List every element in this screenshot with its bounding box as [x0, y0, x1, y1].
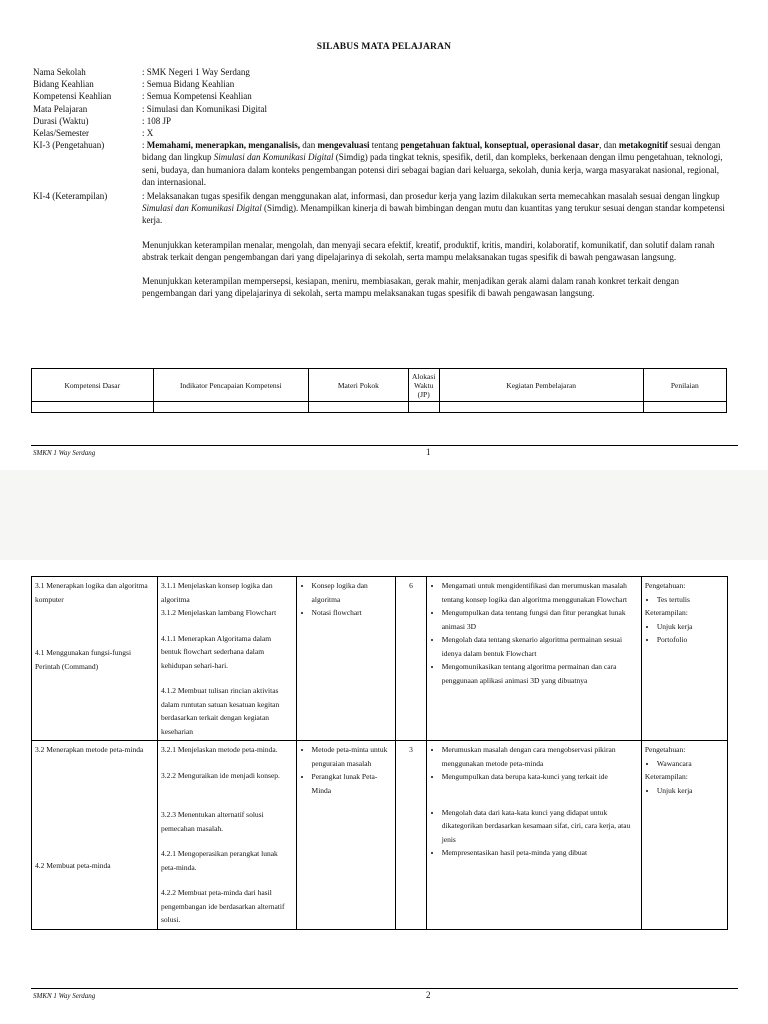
footer-school: SMKN 1 Way Serdang [33, 992, 96, 1000]
info-label: Durasi (Waktu) [33, 115, 89, 126]
penilaian-cell: Pengetahuan: • Tes tertulis Keterampilan: • Unjuk kerja • Portofolio [641, 577, 727, 741]
kegiatan-cell: • Mengamati untuk mengidentifikasi dan merumuskan masalah tentang konsep logika dan algoritma menggunakan Flowchart • Mengumpulkan data tentang fungsi dan fitur perangkat lunak animasi 3D • Mengolah data tentang skenario algoritma permainan sesuai idenya dalam bentuk Flowchart • Mengomunikasikan tentang algoritma permainan dan cara penggunaan aplikasi animasi 3D yang dibuatnya [426, 577, 641, 741]
col-header: Penilaian [643, 369, 726, 402]
materi-cell: • Konsep logika dan algoritma • Notasi flowchart [296, 577, 396, 741]
info-value: : SMK Negeri 1 Way Serdang [142, 67, 250, 77]
table-row [32, 577, 728, 741]
col-header: Alokasi Waktu (JP) [408, 369, 439, 402]
penilaian-cell: Pengetahuan: • Wawancara Keterampilan: • Unjuk kerja [641, 741, 727, 930]
indicator-cell: 3.2.1 Menjelaskan metode peta-minda. 3.2.2 Menguraikan ide menjadi konsep. 3.2.3 Menentukan alternatif solusi pemecahan masalah. 4.2.1 Mengoperasikan perangkat lunak peta-minda. 4.2.2 Membuat peta-minda dari hasil pengembangan ide berdasarkan alternatif solusi. [157, 741, 296, 930]
jp-cell: 6 [396, 577, 426, 741]
col-header: Kegiatan Pembelajaran [439, 369, 643, 402]
page-number: 1 [426, 447, 431, 457]
info-label: Kelas/Semester [33, 128, 89, 139]
info-label: Kompetensi Keahlian [33, 91, 112, 102]
page-number: 2 [426, 990, 431, 1000]
info-value: : 108 JP [142, 115, 172, 126]
info-row [33, 127, 733, 139]
info-row [33, 103, 733, 115]
ki3-text: : Memahami, menerapkan, menganalisis, dan mengevaluasi tentang pengetahuan faktual, konseptual, operasional dasar, dan metakognitif sesuai dengan bidang dan lingkup Simulasi dan Komunikasi Digital (Simdig) pada tingkat teknis, spesifik, detil, dan kompleks, berkenaan dengan ilmu pengetahuan, teknologi, seni, budaya, dan humaniora dalam konteks pengembangan potensi diri sebagai bagian dari keluarga, sekolah, dunia kerja, warga masyarakat nasional, regional, dan internasional. [142, 140, 723, 187]
ki4-paragraph: Menunjukkan keterampilan menalar, mengolah, dan menyaji secara efektif, kreatif, produktif, kritis, mandiri, kolaboratif, komunikatif, dan solutif dalam ranah abstrak terkait dengan pengembangan dari yang dipelajarinya di sekolah, serta mampu melaksanakan tugas spesifik di bawah pengawasan langsung. [142, 239, 715, 262]
info-value: : X [142, 128, 154, 139]
jp-cell: 3 [396, 741, 426, 930]
info-row [33, 115, 733, 127]
ki4-paragraph: Menunjukkan keterampilan mempersepsi, kesiapan, meniru, membiasakan, gerak mahir, menjadikan gerak alami dalam ranah konkret terkait dengan pengembangan dari yang dipelajarinya di sekolah, serta mampu melaksanakan tugas spesifik di bawah pengawasan langsung. [142, 276, 679, 299]
table-row [32, 402, 727, 413]
ki4-paragraph: : Melaksanakan tugas spesifik dengan menggunakan alat, informasi, dan prosedur kerja yang lazim dilakukan serta memecahkan masalah sesuai dengan lingkup Simulasi dan Komunikasi Digital (Simdig). Menampilkan kinerja di bawah bimbingan dengan mutu dan kuantitas yang terukur sesuai dengan standar kompetensi kerja. [142, 191, 725, 226]
info-row [33, 66, 733, 78]
materi-cell: • Metode peta-minta untuk penguraian masalah • Perangkat lunak Peta-Minda [296, 741, 396, 930]
syllabus-header-table [31, 368, 727, 413]
footer-divider [31, 445, 738, 446]
info-value: : Semua Kompetensi Keahlian [142, 91, 252, 102]
table-header-row [32, 369, 727, 402]
footer-divider [31, 988, 738, 989]
kegiatan-cell: • Merumuskan masalah dengan cara mengobservasi pikiran menggunakan metode peta-minda • Mengumpulkan data berupa kata-kunci yang terkait ide • Mengolah data dari kata-kata kunci yang didapat untuk dikategorikan berdasarkan kesamaan sifat, ciri, cara kerja, atau jenis • Mempresentasikan hasil peta-minda yang dibuat [426, 741, 641, 930]
page-1 [0, 0, 768, 470]
info-row [33, 90, 733, 102]
syllabus-content-table [31, 576, 728, 930]
ki4-label: KI-4 (Keterampilan) [33, 191, 108, 202]
ki3-row [33, 139, 733, 188]
syllabus-info [33, 66, 733, 299]
ki4-row [33, 190, 733, 299]
info-row [33, 78, 733, 90]
ki4-text [142, 190, 733, 299]
table-row [32, 741, 728, 930]
col-header: Materi Pokok [309, 369, 408, 402]
info-label: Nama Sekolah [33, 67, 86, 77]
document-title: SILABUS MATA PELAJARAN [316, 42, 452, 52]
col-header: Kompetensi Dasar [32, 369, 154, 402]
info-label: Mata Pelajaran [33, 103, 88, 114]
info-value: : Semua Bidang Keahlian [142, 79, 235, 90]
kd-cell: 3.2 Menerapkan metode peta-minda 4.2 Membuat peta-minda [32, 741, 158, 930]
ki3-label: KI-3 (Pengetahuan) [33, 140, 105, 151]
kd-cell: 3.1 Menerapkan logika dan algoritma komputer 4.1 Menggunakan fungsi-fungsi Perintah (Command) [32, 577, 158, 741]
indicator-cell: 3.1.1 Menjelaskan konsep logika dan algoritma 3.1.2 Menjelaskan lambang Flowchart 4.1.1 Menerapkan Algoritama dalam bentuk flowchart sederhana dalam kehidupan sehari-hari. 4.1.2 Membuat tulisan rincian aktivitas dalam runtutan satuan kesatuan kegitan berdasarkan terkait dengan kegiatan keseharian [157, 577, 296, 741]
info-value: : Simulasi dan Komunikasi Digital [142, 103, 267, 114]
info-label: Bidang Keahlian [33, 79, 94, 90]
footer-school: SMKN 1 Way Serdang [33, 449, 96, 457]
col-header: Indikator Pencapaian Kompetensi [153, 369, 309, 402]
